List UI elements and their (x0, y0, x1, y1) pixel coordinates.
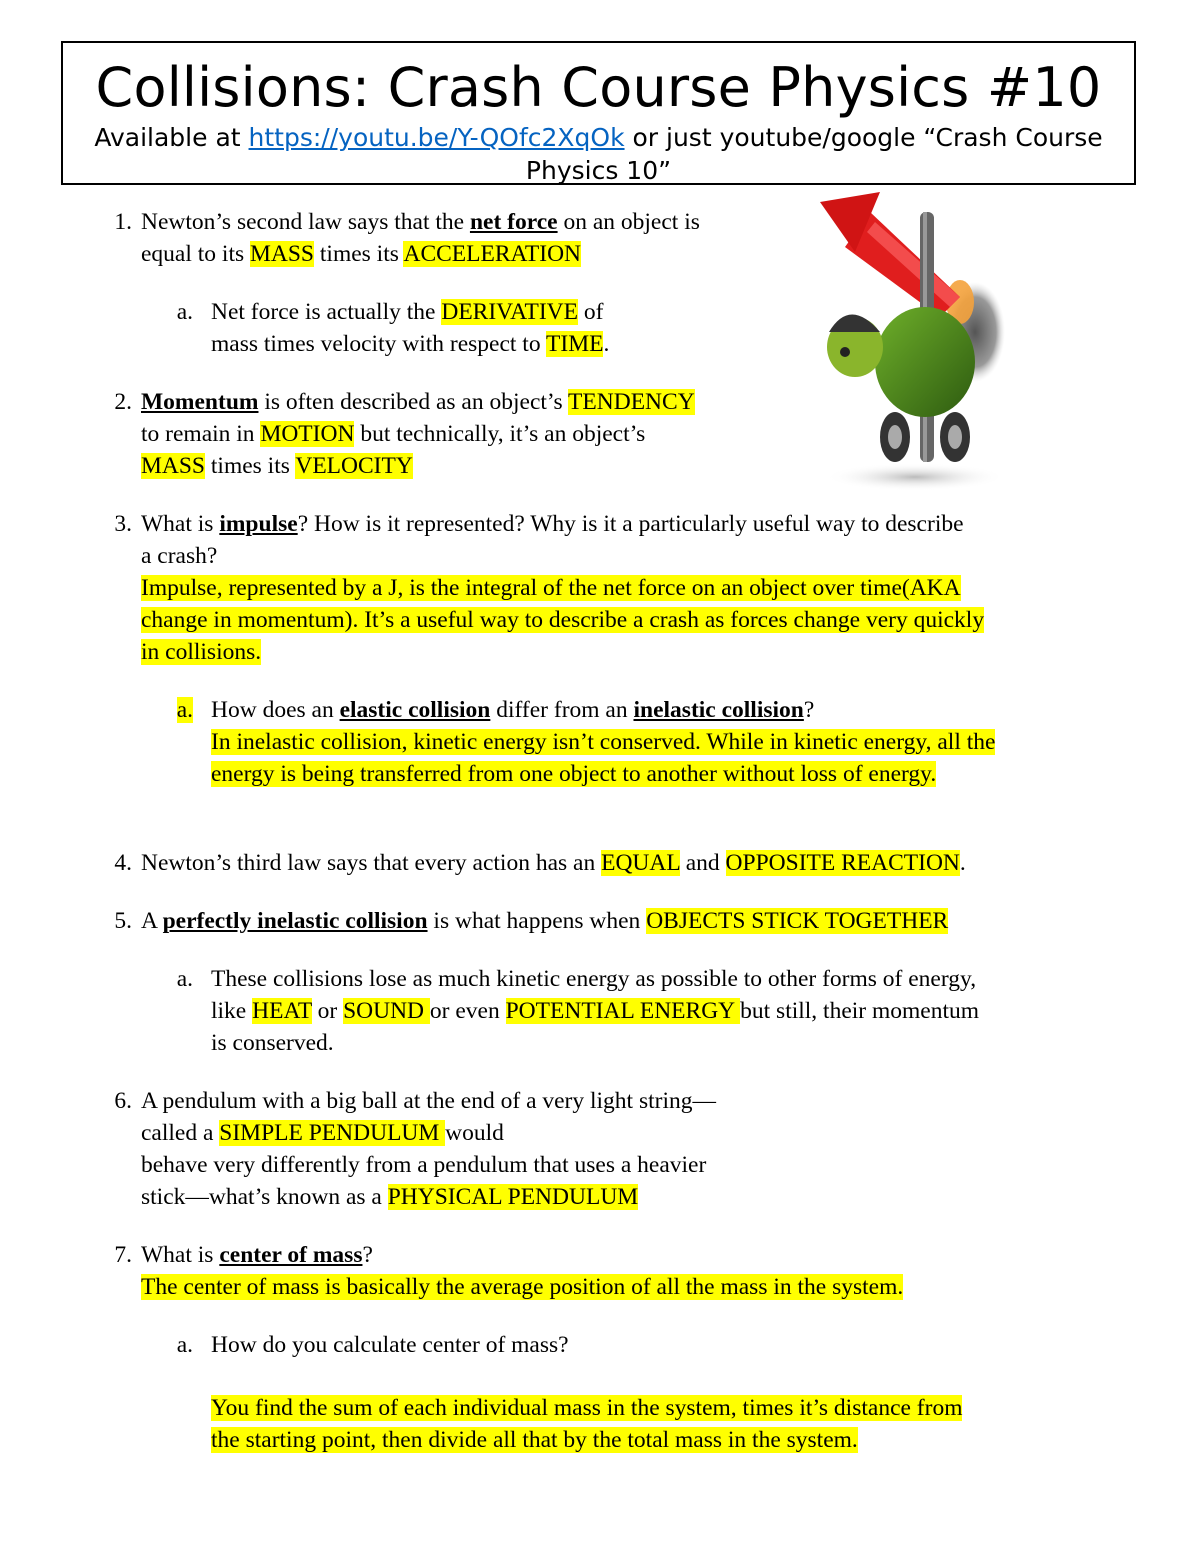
q5-number: 5. (114, 908, 132, 934)
q2-line2 (141, 418, 645, 450)
q5a-answer-potential: POTENTIAL ENERGY (505, 998, 741, 1024)
q7-answer-line (141, 1271, 903, 1303)
q3a-answer-line1 (211, 726, 995, 758)
q1a-text-c: mass times velocity with respect to (211, 331, 547, 357)
availability-line (63, 121, 1134, 187)
q3-number: 3. (114, 511, 132, 537)
q4-answer-equal: EQUAL (601, 850, 680, 876)
page-title: Collisions: Crash Course Physics #10 (95, 56, 1102, 119)
q6-text-c: stick—what’s known as a (141, 1184, 388, 1210)
q6-text-b: would (445, 1120, 504, 1146)
q3-answer-line3 (141, 636, 261, 668)
q3-line1 (141, 508, 964, 540)
q1a-answer-time: TIME (546, 331, 604, 357)
q3a-term-elastic: elastic collision (339, 697, 491, 723)
q3a-answer-1: In inelastic collision, kinetic energy isn’t conserved. While in kinetic energy, all the (211, 729, 996, 755)
q6-text-a: called a (141, 1120, 220, 1146)
q7-number: 7. (114, 1242, 132, 1268)
video-link[interactable]: https://youtu.be/Y-QOfc2XqOk (248, 123, 625, 152)
q2-answer-velocity: VELOCITY (295, 453, 413, 479)
q3-term-impulse: impulse (219, 511, 298, 537)
q1a-line2 (211, 328, 609, 360)
q2-number: 2. (114, 389, 132, 415)
q4-number: 4. (114, 850, 132, 876)
q2-answer-motion: MOTION (260, 421, 355, 447)
q5a-line3: is conserved. (211, 1030, 334, 1056)
q3-answer-1: Impulse, represented by a J, is the integral of the net force on an object over time(AKA (141, 575, 961, 601)
q7a-letter: a. (176, 1332, 193, 1358)
q5a-answer-heat: HEAT (252, 998, 312, 1024)
q5-term-perfectly-inelastic: perfectly inelastic collision (162, 908, 428, 934)
q2-answer-tendency: TENDENCY (568, 389, 695, 415)
q7a-answer-line2 (211, 1424, 858, 1456)
q3-answer-line1 (141, 572, 961, 604)
q7a-answer-line1 (211, 1392, 962, 1424)
q4-line1 (141, 847, 966, 879)
q2-text-d: times its (205, 453, 296, 479)
q2-answer-mass: MASS (141, 453, 206, 479)
q5a-text-d: but still, their momentum (740, 998, 980, 1024)
q2-line3 (141, 450, 413, 482)
q3-text-a: What is (141, 511, 220, 537)
q5-answer-stick: OBJECTS STICK TOGETHER (646, 908, 949, 934)
q3a-letter-text: a. (176, 697, 193, 723)
q7a-answer-2: the starting point, then divide all that by the total mass in the system. (211, 1427, 858, 1453)
q5a-text-b: or (311, 998, 344, 1024)
q1-line1 (141, 206, 700, 238)
q4-text-b: and (679, 850, 726, 876)
q1a-line1 (211, 296, 603, 328)
q3a-text-a: How does an (211, 697, 340, 723)
q1-answer-acceleration: ACCELERATION (403, 241, 582, 267)
q3-text-b: ? How is it represented? Why is it a particularly useful way to describe (297, 511, 964, 537)
q2-term-momentum: Momentum (141, 389, 259, 415)
q5a-text-c: or even (429, 998, 506, 1024)
q7a-answer-1: You find the sum of each individual mass in the system, times it’s distance from (211, 1395, 963, 1421)
q1a-answer-derivative: DERIVATIVE (441, 299, 578, 325)
q3a-answer-line2 (211, 758, 936, 790)
q4-text-c: . (959, 850, 966, 876)
q1-text-c: on an object is (557, 209, 700, 235)
q6-line2 (141, 1117, 504, 1149)
q2-text-b: to remain in (141, 421, 261, 447)
q2-line1 (141, 386, 695, 418)
q7-answer: The center of mass is basically the average position of all the mass in the system. (141, 1274, 904, 1300)
q1-text-e: times its (314, 241, 404, 267)
turtle-rocket-illustration (815, 192, 1005, 492)
q3a-letter (163, 694, 193, 726)
q1a-text-d: . (603, 331, 610, 357)
q6-number: 6. (114, 1088, 132, 1114)
q3-answer-line2 (141, 604, 984, 636)
q3-answer-2: change in momentum). It’s a useful way to describe a crash as forces change very quickly (141, 607, 985, 633)
available-suffix: or just youtube/google “Crash Course Physics 10” (525, 123, 1103, 185)
q2-text-a: is often described as an object’s (258, 389, 569, 415)
q3a-text-c: ? (803, 697, 815, 723)
q6-line1: A pendulum with a big ball at the end of a very light string— (141, 1088, 716, 1114)
q4-answer-opposite: OPPOSITE REACTION (725, 850, 960, 876)
q5a-answer-sound: SOUND (343, 998, 430, 1024)
q1a-letter: a. (176, 299, 193, 325)
q7-term-center-of-mass: center of mass (219, 1242, 363, 1268)
q7-text-b: ? (362, 1242, 373, 1268)
q1-text-a: Newton’s second law says that the (141, 209, 470, 235)
title-box (61, 41, 1136, 185)
q5-line1 (141, 905, 948, 937)
q1-text-d: equal to its (141, 241, 250, 267)
q6-answer-simple: SIMPLE PENDULUM (219, 1120, 446, 1146)
q6-line4 (141, 1181, 638, 1213)
q7-text-a: What is (141, 1242, 220, 1268)
q5a-letter: a. (176, 966, 193, 992)
q5a-text-a: like (211, 998, 253, 1024)
turtle-shell (875, 307, 975, 417)
q5a-line1: These collisions lose as much kinetic energy as possible to other forms of energy, (211, 966, 977, 992)
q1-number: 1. (114, 209, 132, 235)
q3-line2: a crash? (141, 543, 218, 569)
q5a-line2 (211, 995, 979, 1027)
q1a-text-a: Net force is actually the (211, 299, 442, 325)
q3a-term-inelastic: inelastic collision (633, 697, 804, 723)
q1-term-net-force: net force (469, 209, 558, 235)
q7-line1 (141, 1239, 373, 1271)
q3-answer-3: in collisions. (141, 639, 262, 665)
q3a-question (211, 694, 814, 726)
q5-text-b: is what happens when (427, 908, 647, 934)
q4-text-a: Newton’s third law says that every action has an (141, 850, 602, 876)
q6-answer-physical: PHYSICAL PENDULUM (387, 1184, 639, 1210)
available-prefix: Available at (94, 123, 249, 152)
q5-text-a: A (141, 908, 163, 934)
q3a-text-b: differ from an (490, 697, 634, 723)
q1-line2 (141, 238, 581, 270)
q1a-text-b: of (577, 299, 604, 325)
q2-text-c: but technically, it’s an object’s (354, 421, 646, 447)
q1-answer-mass: MASS (250, 241, 315, 267)
q6-line3: behave very differently from a pendulum that uses a heavier (141, 1152, 707, 1178)
q3a-answer-2: energy is being transferred from one object to another without loss of energy. (211, 761, 937, 787)
q7a-question: How do you calculate center of mass? (211, 1332, 569, 1358)
